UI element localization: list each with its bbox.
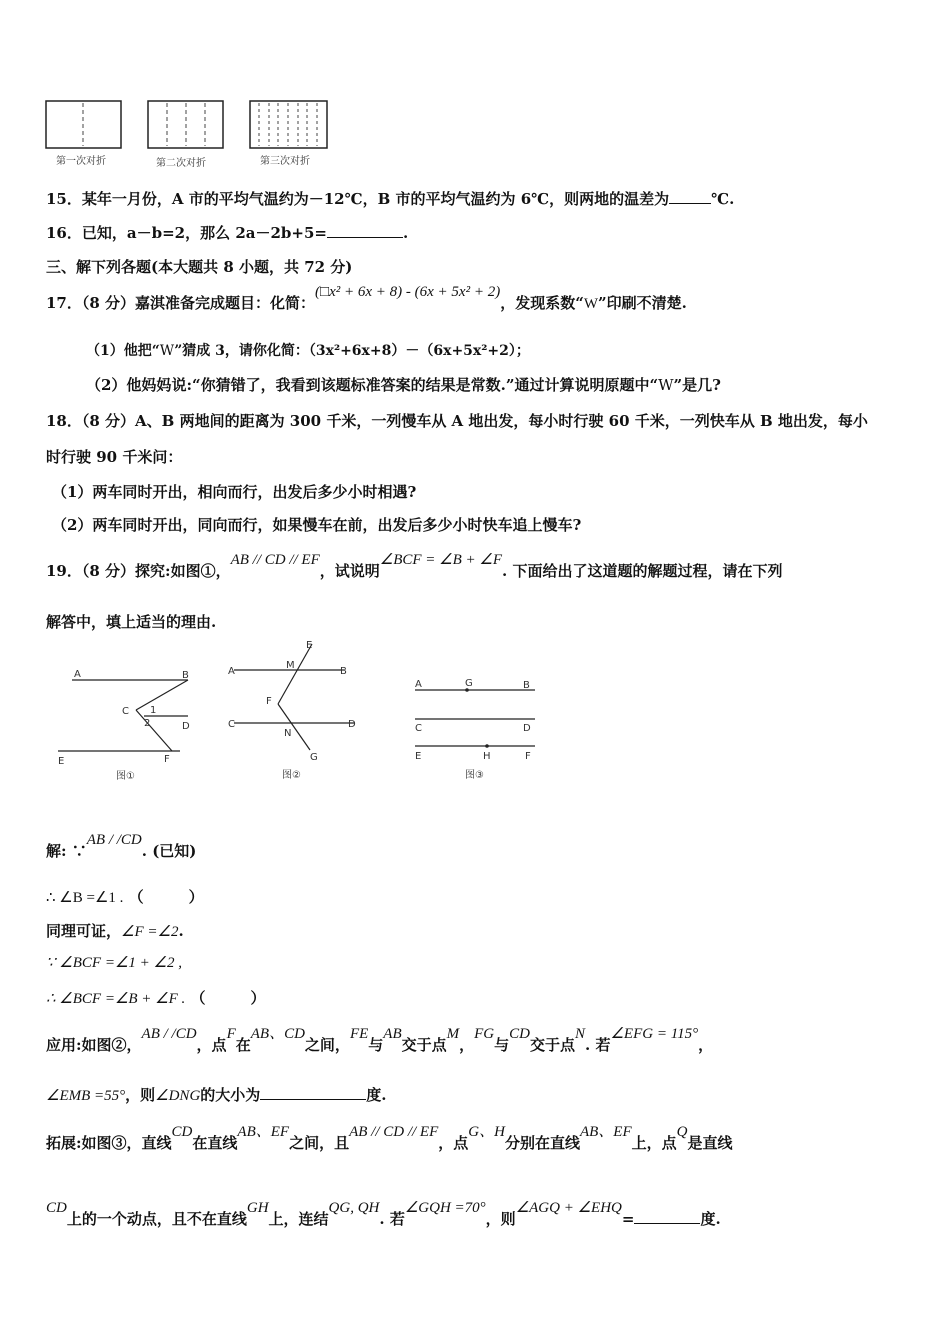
question-17: 17．（8 分）嘉淇准备完成题目：化简：(□x² + 6x + 8) - (6x + 5x² + 2)，发现系数“W”印刷不清楚. xyxy=(46,284,687,312)
fig2-label-d: D xyxy=(348,719,356,730)
figure-2 xyxy=(220,636,370,784)
question-19: 19．（8 分）探究:如图①，AB // CD // EF，试说明∠BCF = ∠B + ∠F. 下面给出了这道题的解题过程，请在下列 xyxy=(46,552,783,580)
fig1-label-1: 1 xyxy=(150,705,157,716)
q16-blank xyxy=(327,223,403,238)
fig1-label-f: F xyxy=(164,754,170,765)
fig2-label-e: E xyxy=(306,640,313,651)
q17-part-1: （1）他把“W”猜成 3，请你化简：（3x²+6x+8）－（6x+5x²+2）； xyxy=(86,343,530,359)
q18-line-1: 18．（8 分）A、B 两地间的距离为 300 千米，一列慢车从 A 地出发，每小时行驶 60 千米，一列快车从 B 地出发，每小 xyxy=(46,412,868,430)
fig1-caption: 图① xyxy=(116,771,135,782)
fig1-label-a: A xyxy=(74,669,81,680)
fold-caption-3: 第三次对折 xyxy=(260,156,310,167)
fig2-label-g: G xyxy=(310,752,318,763)
solution-line-2: ∴ ∠B =∠1 . （ ） xyxy=(46,888,204,906)
fig3-label-g: G xyxy=(465,678,473,689)
fig3-label-e: E xyxy=(415,751,422,762)
fig2-label-b: B xyxy=(340,666,347,677)
application-line-1: 应用:如图②，AB / /CD，点F在AB、CD之间，FE与AB交于点M，FG与CD交于点N. 若∠EFG = 115°， xyxy=(46,1026,714,1054)
fig1-label-2: 2 xyxy=(144,718,151,729)
q17-expression: (□x² + 6x + 8) - (6x + 5x² + 2) xyxy=(315,284,501,300)
application-line-2: ∠EMB =55°，则∠DNG的大小为 度. xyxy=(46,1086,387,1104)
solution-line-1: 解: ∵AB / /CD. (已知) xyxy=(46,832,197,860)
extension-line-1: 拓展:如图③，直线CD在直线AB、EF之间，且AB // CD // EF，点G、H分别在直线AB、EF上，点Q是直线 xyxy=(46,1124,733,1152)
solution-line-3: 同理可证，∠F =∠2. xyxy=(46,922,184,940)
fold-figures xyxy=(40,96,340,176)
fig1-label-c: C xyxy=(122,706,129,717)
fig2-label-n: N xyxy=(284,728,292,739)
fig3-label-d: D xyxy=(523,723,531,734)
figure-1 xyxy=(50,664,220,784)
extension-line-2: CD上的一个动点，且不在直线GH上，连结QG, QH. 若∠GQH =70°，则∠AGQ + ∠EHQ= 度. xyxy=(46,1200,721,1228)
fold-caption-2: 第二次对折 xyxy=(156,158,206,169)
fig3-label-c: C xyxy=(415,723,422,734)
fig2-label-f: F xyxy=(266,696,272,707)
question-15: 15．某年一月份，A 市的平均气温约为－12℃，B 市的平均气温约为 6℃，则两地的温差为 ℃. xyxy=(46,190,735,208)
fig3-caption: 图③ xyxy=(465,770,484,781)
application-blank xyxy=(260,1085,366,1100)
fig2-caption: 图② xyxy=(282,770,301,781)
q18-part-1: （1）两车同时开出，相向而行，出发后多少小时相遇? xyxy=(52,483,417,501)
fig2-label-m: M xyxy=(286,660,295,671)
fig2-label-a: A xyxy=(228,666,235,677)
extension-blank xyxy=(634,1209,700,1224)
fig1-label-d: D xyxy=(182,721,190,732)
fig2-label-c: C xyxy=(228,719,235,730)
fold-caption-1: 第一次对折 xyxy=(56,156,106,167)
q17-part-2: （2）他妈妈说:“你猜错了，我看到该题标准答案的结果是常数.”通过计算说明原题中“W”是几? xyxy=(86,376,721,394)
section-3-title: 三、解下列各题(本大题共 8 小题，共 72 分) xyxy=(46,258,353,276)
fig3-label-b: B xyxy=(523,680,530,691)
q19-line-2: 解答中，填上适当的理由. xyxy=(46,613,217,631)
figure-3 xyxy=(405,670,575,784)
fig1-label-b: B xyxy=(182,670,189,681)
q18-part-2: （2）两车同时开出，同向而行，如果慢车在前，出发后多少小时快车追上慢车? xyxy=(52,516,582,534)
fig1-label-e: E xyxy=(58,756,65,767)
q18-line-2: 时行驶 90 千米问： xyxy=(46,448,183,466)
fig3-label-f: F xyxy=(525,751,531,762)
solution-line-4: ∵ ∠BCF =∠1 + ∠2 , xyxy=(46,955,182,971)
fig3-label-a: A xyxy=(415,679,422,690)
question-16: 16．已知，a－b=2，那么 2a－2b+5= . xyxy=(46,224,409,242)
solution-line-5: ∴ ∠BCF =∠B + ∠F . （ ） xyxy=(46,989,266,1007)
fig3-label-h: H xyxy=(483,751,491,762)
q15-blank xyxy=(669,189,711,204)
